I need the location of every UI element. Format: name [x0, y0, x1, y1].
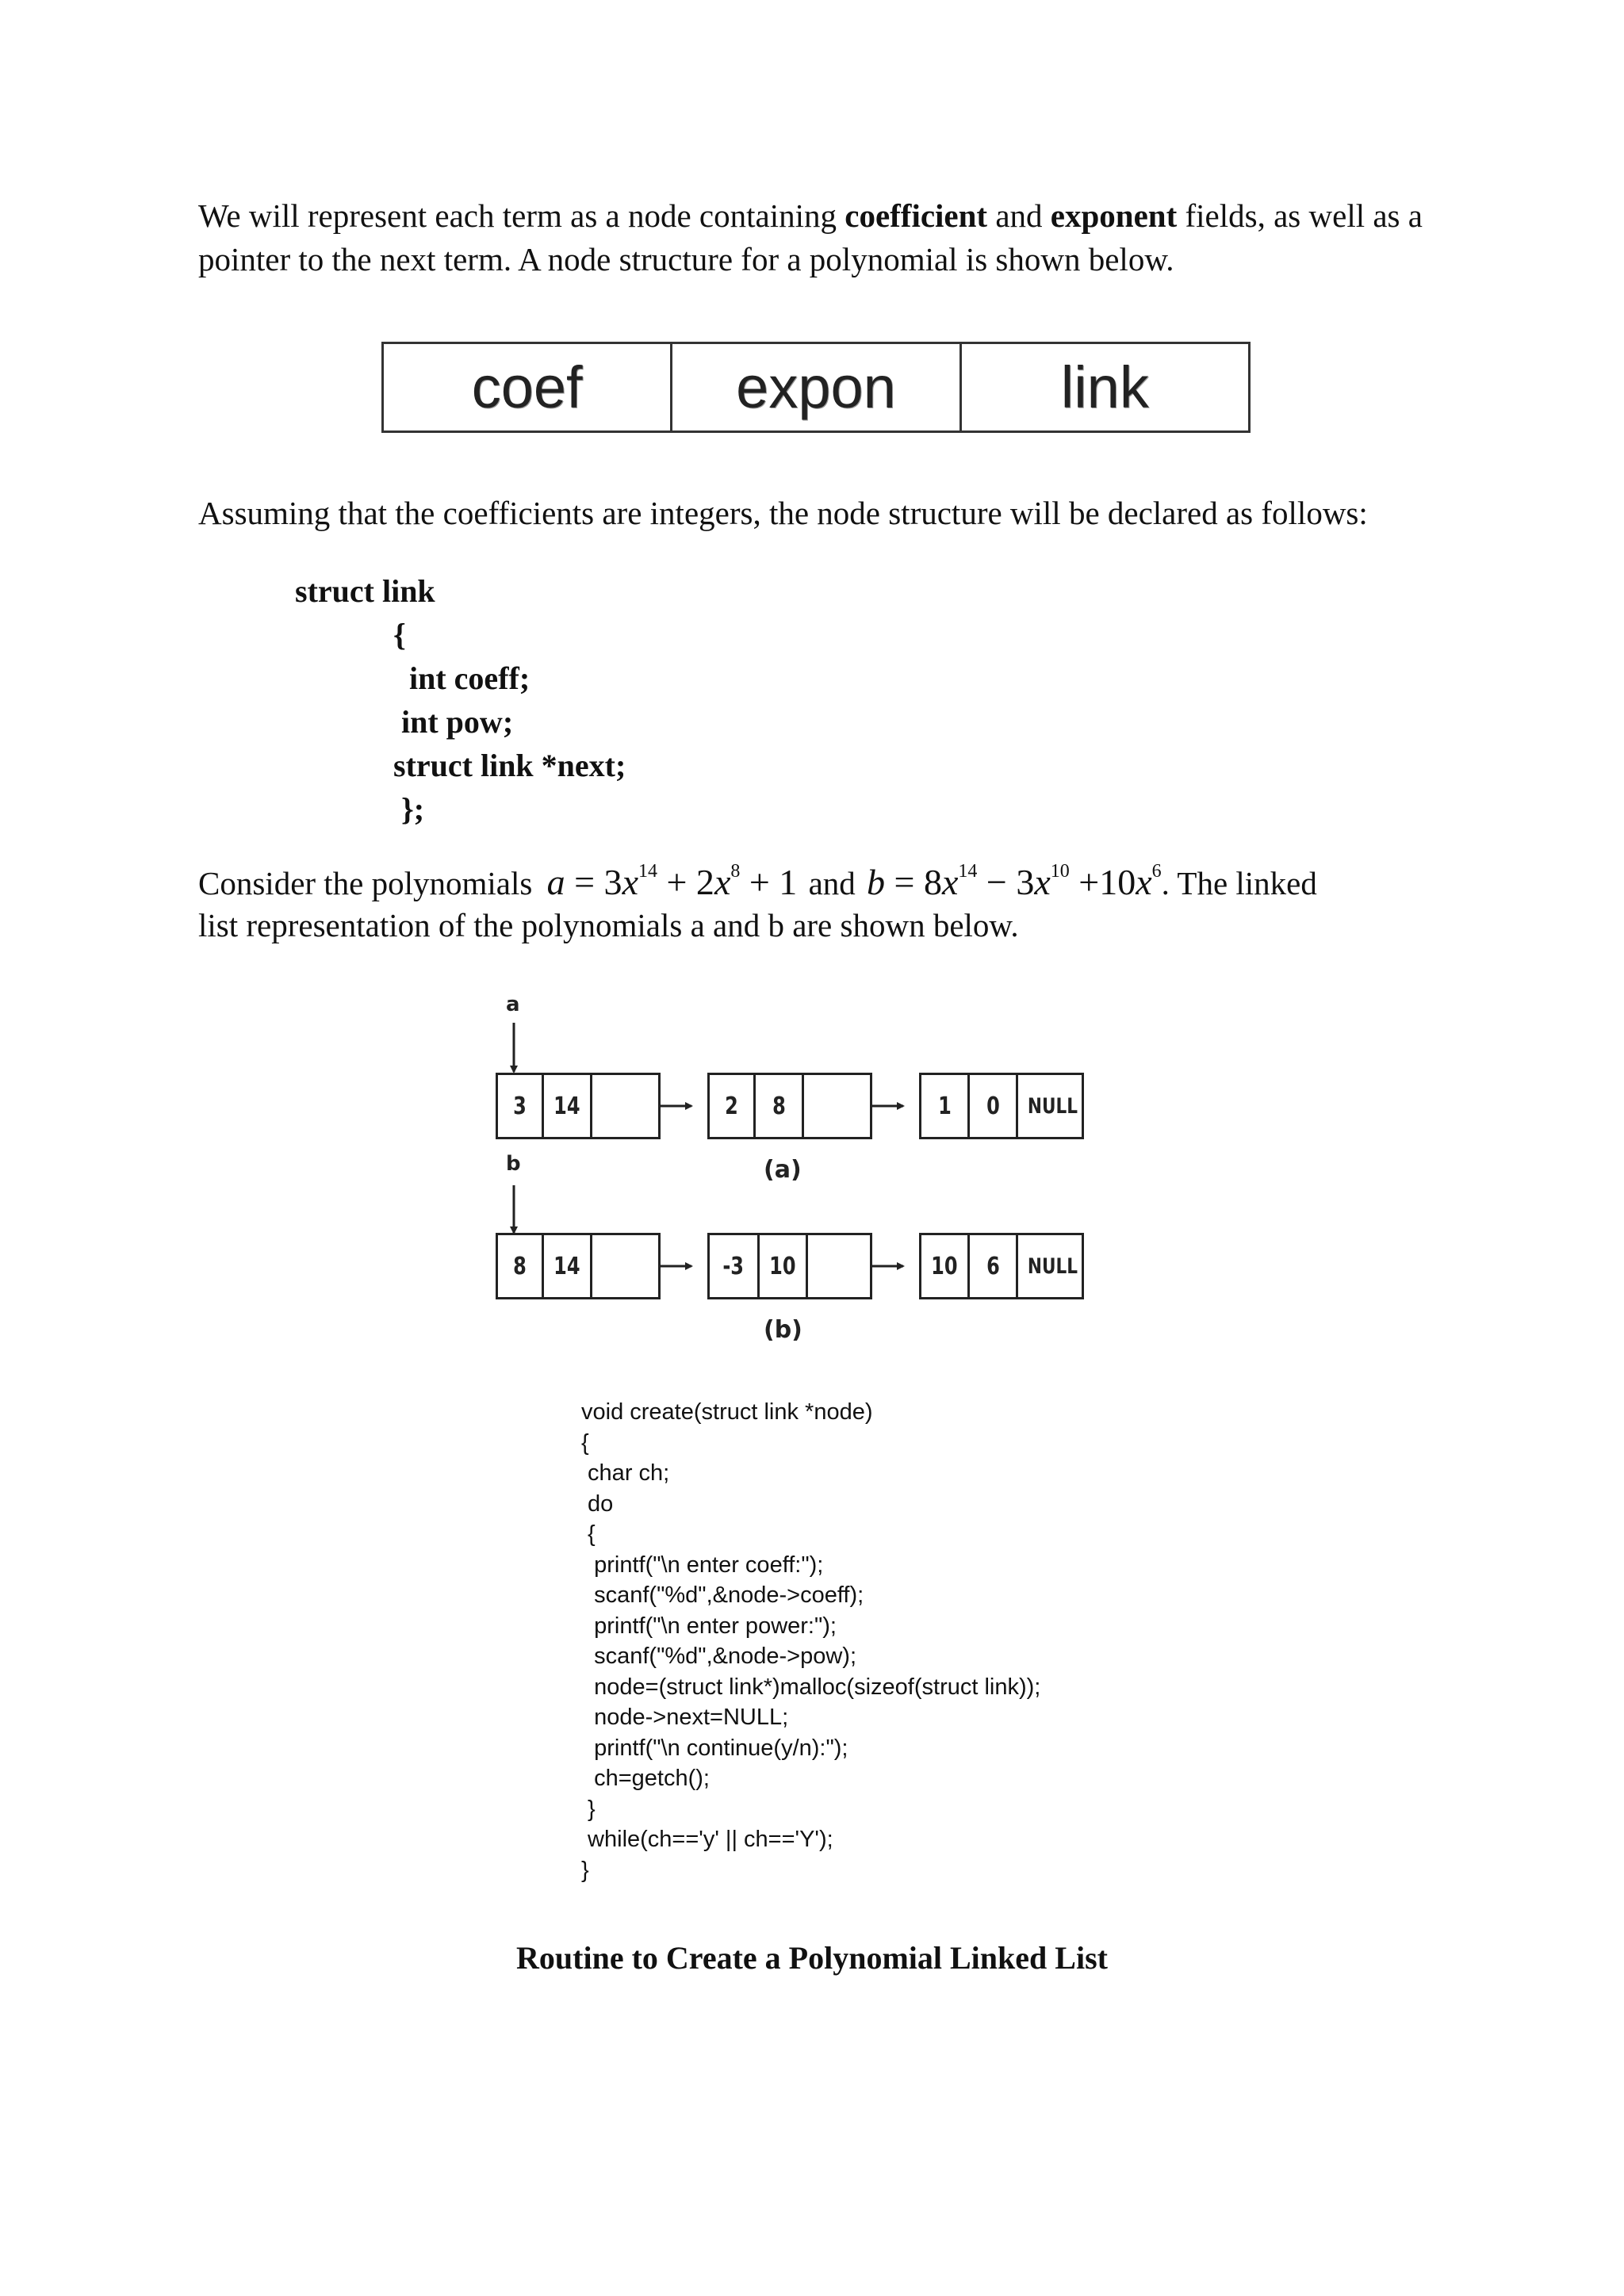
code-line: char ch; [581, 1460, 670, 1486]
struct-line-1: struct link [295, 573, 435, 609]
struct-line-4: int pow; [401, 704, 514, 740]
head-label-b: b [506, 1152, 521, 1176]
struct-line-3: int coeff; [409, 660, 530, 696]
node-field-link: link [959, 344, 1248, 430]
node-coef: -3 [722, 1252, 745, 1280]
node-expon: 8 [772, 1092, 786, 1120]
code-line: } [581, 1796, 596, 1822]
node-coef: 3 [513, 1092, 527, 1120]
struct-line-6: }; [401, 791, 425, 827]
node-coef: 1 [937, 1092, 952, 1120]
code-line: } [581, 1857, 589, 1883]
routine-caption: Routine to Create a Polynomial Linked List [516, 1940, 1108, 1976]
code-line: void create(struct link *node) [581, 1399, 873, 1425]
list-b-node-2 [707, 1233, 872, 1299]
node-expon: 0 [986, 1092, 1000, 1120]
code-line: node->next=NULL; [581, 1705, 789, 1730]
code-line: node=(struct link*)malloc(sizeof(struct link)); [581, 1674, 1041, 1700]
code-line: printf("\n enter coeff:"); [581, 1552, 824, 1578]
struct-line-2: { [393, 617, 406, 652]
node-coef: 2 [725, 1092, 738, 1120]
code-line: ch=getch(); [581, 1766, 710, 1791]
list-a-node-2 [707, 1073, 872, 1139]
polynomial-b: $b = 8x^{14} - 3x^{10} +10x^6$ [867, 861, 1162, 902]
code-line: do [581, 1490, 614, 1517]
intro-text-1: We will represent each term as a node containing [198, 197, 845, 234]
caption-b: (b) [764, 1316, 802, 1344]
list-a-node-3 [919, 1073, 1084, 1139]
intro-bold-exponent: exponent [1050, 197, 1178, 234]
node-expon: 10 [769, 1252, 796, 1280]
list-b-node-3 [919, 1233, 1084, 1299]
intro-bold-coefficient: coefficient [845, 197, 988, 234]
code-line: printf("\n enter power:"); [581, 1613, 837, 1639]
node-expon: 14 [553, 1092, 580, 1120]
consider-and: and [808, 865, 856, 901]
node-expon: 14 [553, 1252, 580, 1280]
code-line: { [581, 1521, 596, 1547]
intro-text-3: fields, as well as a pointer to the next term. A node structure for a polynomial is shown below. [198, 197, 1423, 277]
node-field-expon: expon [670, 344, 959, 430]
intro-text-2: and [987, 197, 1051, 234]
node-link: NULL [1027, 1253, 1078, 1279]
code-line: printf("\n continue(y/n):"); [581, 1735, 848, 1761]
consider-prefix: Consider the polynomials [198, 865, 533, 901]
code-line: while(ch=='y' || ch=='Y'); [581, 1827, 833, 1852]
list-a-node-1 [496, 1073, 661, 1139]
struct-line-5: struct link *next; [393, 748, 626, 783]
polynomial-a: $a = 3x^{14} + 2x^8 + 1$ [546, 861, 798, 902]
head-label-a: a [506, 993, 520, 1016]
code-line: scanf("%d",&node->coeff); [581, 1582, 864, 1608]
caption-a: (a) [764, 1156, 802, 1184]
code-line: scanf("%d",&node->pow); [581, 1644, 857, 1669]
consider-suffix: . The linked [1161, 865, 1317, 901]
consider-line-2: list representation of the polynomials a and b are shown below. [198, 907, 1019, 943]
node-link: NULL [1027, 1093, 1078, 1119]
assume-paragraph: Assuming that the coefficients are integers, the node structure will be declared as follows: [198, 495, 1368, 531]
node-coef: 8 [513, 1252, 527, 1280]
node-expon: 6 [986, 1252, 1000, 1280]
list-b-node-1 [496, 1233, 661, 1299]
node-coef: 10 [931, 1252, 958, 1280]
code-line: { [581, 1429, 589, 1456]
node-field-coef: coef [471, 354, 583, 420]
create-routine-code [581, 1397, 1040, 1885]
